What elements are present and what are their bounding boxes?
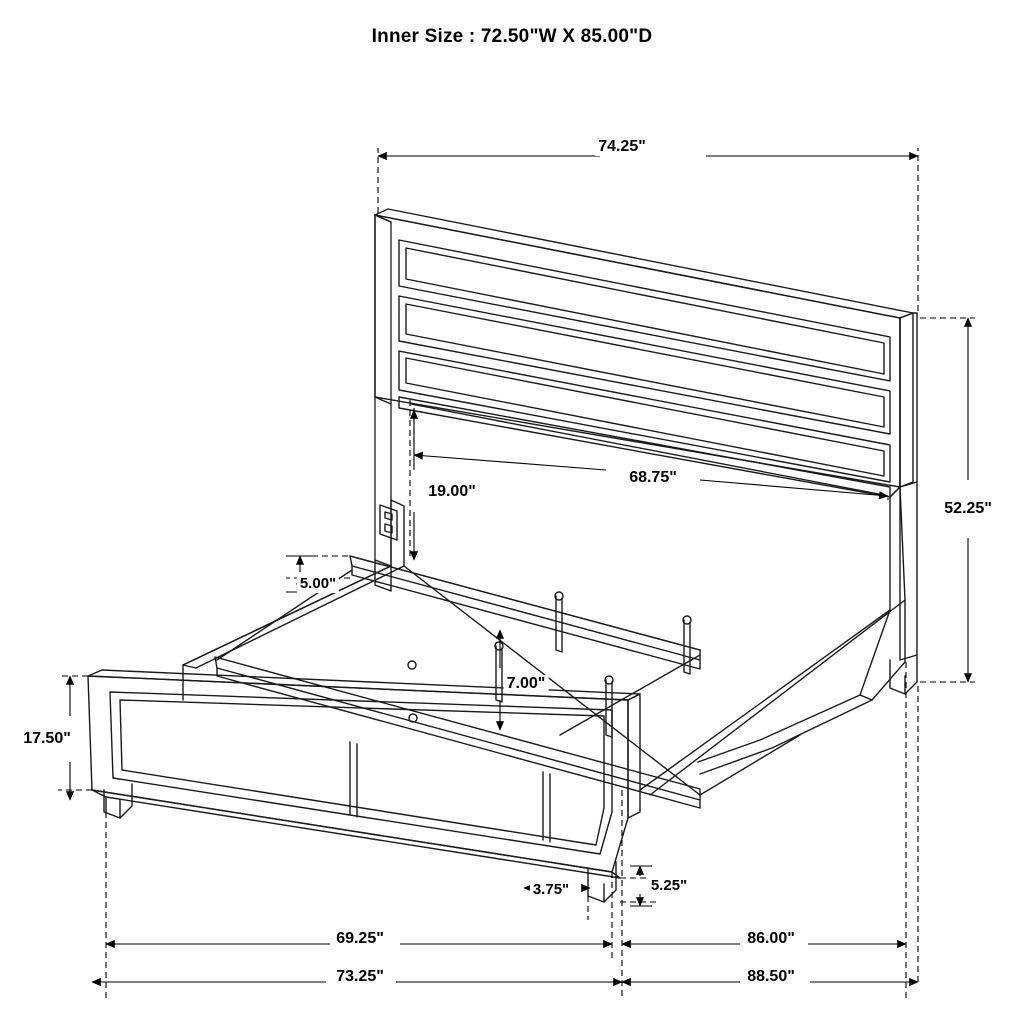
dimension-label-footboard-outer-width: 73.25" (333, 968, 387, 986)
dimension-label-headboard-clearance: 19.00" (425, 483, 479, 501)
dimension-label-slat-clearance: 7.00" (504, 675, 549, 693)
page-title: Inner Size : 72.50"W X 85.00"D (371, 26, 653, 47)
dimension-label-headboard-height: 52.25" (941, 500, 995, 518)
dimension-label-leg-height: 5.25" (648, 877, 690, 895)
dimension-label-footboard-leg-offset: 3.75" (530, 881, 572, 899)
dimension-label-footboard-height: 17.50" (20, 730, 74, 748)
dimension-label-frame-inner-depth: 86.00" (744, 930, 798, 948)
dimension-label-headboard-panel-width: 68.75" (626, 469, 680, 487)
dimension-label-frame-outer-depth: 88.50" (744, 968, 798, 986)
dimension-label-side-rail-height: 5.00" (297, 575, 339, 593)
dimension-label-footboard-inner-width: 69.25" (333, 930, 387, 948)
dimension-label-headboard-width: 74.25" (595, 138, 649, 156)
